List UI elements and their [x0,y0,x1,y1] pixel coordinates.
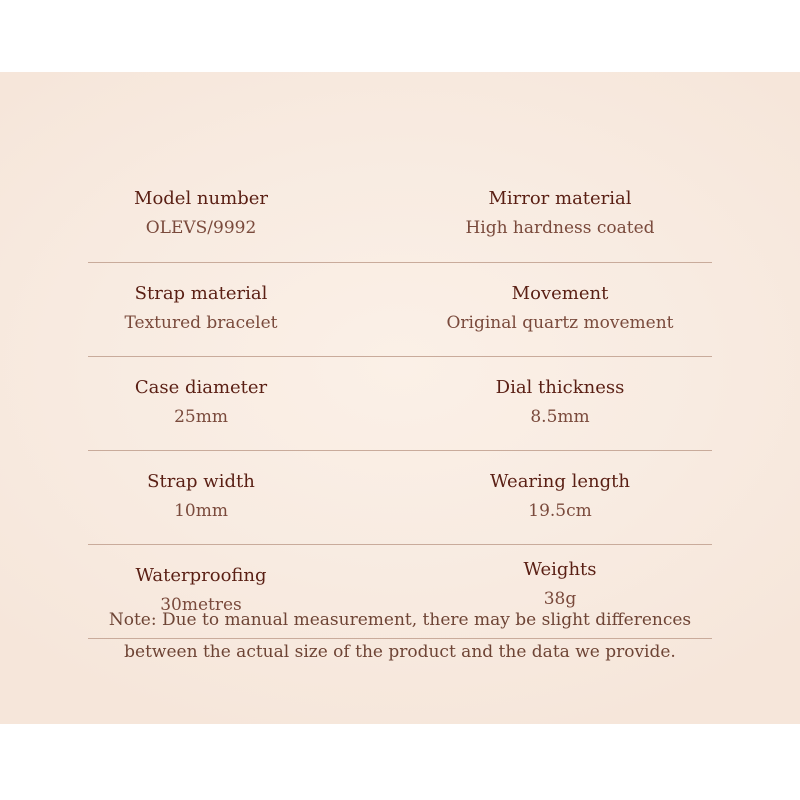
spec-cell [432,375,688,429]
spec-label: Dial thickness [495,377,625,398]
spec-label: Weights [523,559,597,580]
measurement-note [60,604,740,668]
spec-value: 10mm [174,501,228,521]
spec-value: 25mm [174,407,228,427]
spec-value: 30metres [160,595,242,615]
spec-value: OLEVS/9992 [145,218,257,238]
spec-row [88,451,712,545]
spec-cell [432,281,688,335]
spec-cell [432,557,688,611]
spec-label: Movement [511,283,609,304]
spec-value: Original quartz movement [446,313,674,333]
spec-cell [88,469,314,523]
spec-row [88,357,712,451]
spec-label: Case diameter [134,377,268,398]
spec-cell [88,186,314,240]
spec-label: Strap width [147,471,255,492]
spec-label: Mirror material [488,188,632,209]
spec-value: 19.5cm [528,501,592,521]
spec-panel [0,72,800,724]
spec-label: Strap material [134,283,268,304]
spec-label: Model number [134,188,268,209]
spec-value: 8.5mm [530,407,590,427]
spec-row [88,263,712,357]
spec-value: High hardness coated [465,218,655,238]
note-line: between the actual size of the product and the data we provide. [124,642,676,662]
note-line: Note: Due to manual measurement, there may be slight differences [108,610,692,630]
spec-table [88,168,712,639]
spec-value: Textured bracelet [124,313,278,333]
spec-value: 38g [543,589,577,609]
spec-cell [432,186,688,240]
spec-label: Waterproofing [135,565,267,586]
spec-cell [88,281,314,335]
spec-cell [432,469,688,523]
spec-cell [88,375,314,429]
spec-label: Wearing length [490,471,630,492]
spec-row [88,168,712,263]
